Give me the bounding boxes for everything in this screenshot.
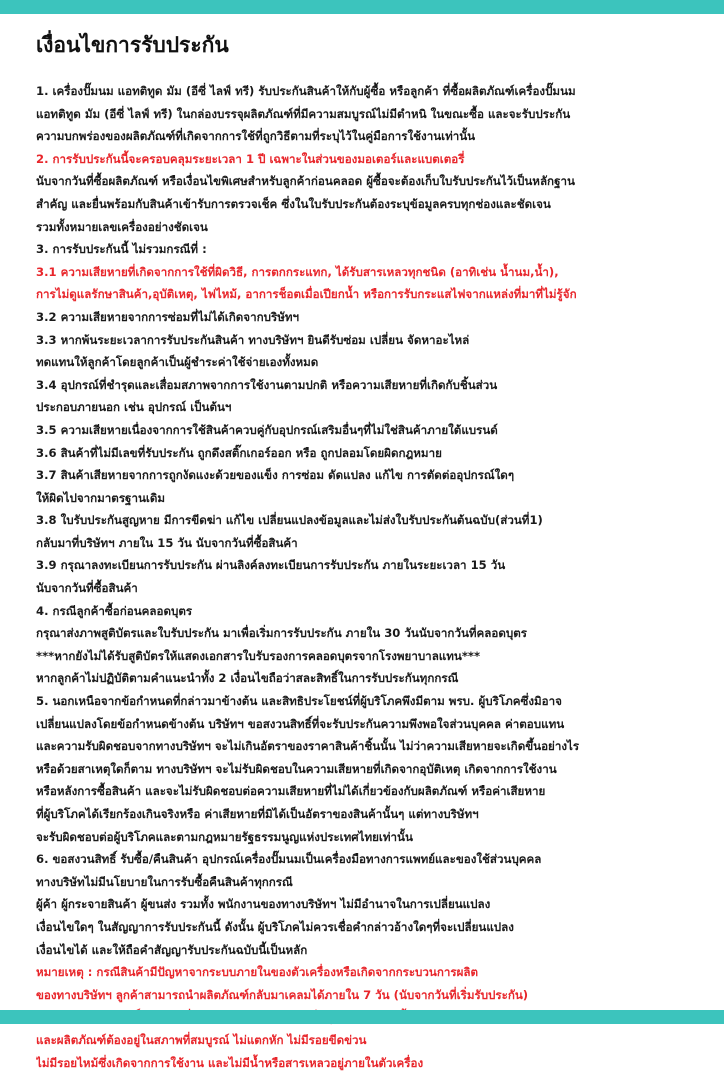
warranty-terms-list xyxy=(36,80,702,1074)
text-line: เงื่อนไขได้ และให้ถือคำสัญญารับประกันฉบับนี้เป็นหลัก xyxy=(36,942,308,957)
text-line: นับจากวันที่ซื้อผลิตภัณฑ์ หรือเงื่อนไขพิเศษสำหรับลูกค้าก่อนคลอด ผู้ซื้อจะต้องเก็บใบรับประกันไว้เป็นหลักฐาน xyxy=(36,174,575,189)
text-line: 3. การรับประกันนี้ ไม่รวมกรณีที่ : xyxy=(36,242,207,257)
text-line: 3.2 ความเสียหายจากการซ่อมที่ไม่ได้เกิดจากบริษัทฯ xyxy=(36,309,300,324)
text-line: นับจากวันที่ซื้อสินค้า xyxy=(36,581,138,596)
text-line: 3.7 สินค้าเสียหายจากการถูกงัดแงะด้วยของแข็ง การซ่อม ดัดแปลง แก้ไข การตัดต่ออุปกรณ์ใดๆ xyxy=(36,468,515,483)
text-line: ที่ผู้บริโภคได้เรียกร้องเกินจริงหรือ ค่าเสียหายที่มิได้เป็นอัตราของสินค้านั้นๆ แต่ทางบริษัทฯ xyxy=(36,807,479,821)
text-line: 3.5 ความเสียหายเนื่องจากการใช้สินค้าควบคู่กับอุปกรณ์เสริมอื่นๆที่ไม่ใช่สินค้าภายใต้แบรนด์ xyxy=(36,422,498,437)
text-line: หรือด้วยสาเหตุใดก็ตาม ทางบริษัทฯ จะไม่รับผิดชอบในความเสียหายที่เกิดจากอุบัติเหตุ เกิดจากการใช้งาน xyxy=(36,761,557,776)
text-line: 4. กรณีลูกค้าซื้อก่อนคลอดบุตร xyxy=(36,603,193,618)
text-line: จะรับผิดชอบต่อผู้บริโภคและตามกฎหมายรัฐธรรมนูญแห่งประเทศไทยเท่านั้น xyxy=(36,829,413,844)
text-line: ไม่มีรอยไหม้ซึ่งเกิดจากการใช้งาน และไม่มีน้ำหรือสารเหลวอยู่ภายในตัวเครื่อง xyxy=(36,1055,424,1070)
text-line: 5. นอกเหนือจากข้อกำหนดที่กล่าวมาข้างต้น และสิทธิประโยชน์ที่ผู้บริโภคพึงมีตาม พรบ. ผู้บริโภคซึ่งมิอาจ xyxy=(36,694,562,709)
text-line: เงื่อนไขใดๆ ในสัญญาการรับประกันนี้ ดังนั้น ผู้บริโภคไม่ควรเชื่อคำกล่าวอ้างใดๆที่จะเปลี่ยนแปลง xyxy=(36,919,514,934)
text-line: 3.1 ความเสียหายที่เกิดจากการใช้ที่ผิดวิธี, การตกกระแทก, ได้รับสารเหลวทุกชนิด (อาทิเช่น น้ำนม,น้ำ), xyxy=(36,264,559,279)
text-line: 3.8 ใบรับประกันสูญหาย มีการขีดฆ่า แก้ไข เปลี่ยนแปลงข้อมูลและไม่ส่งใบรับประกันต้นฉบับ(ส่วนที่1) xyxy=(36,513,543,528)
text-line: และความรับผิดชอบจากทางบริษัทฯ จะไม่เกินอัตราของราคาสินค้าชิ้นนั้น ไม่ว่าความเสียหายจะเกิดขึ้นอย่างไร xyxy=(36,739,580,754)
text-line: 3.9 กรุณาลงทะเบียนการรับประกัน ผ่านลิงค์ลงทะเบียนการรับประกัน ภายในระยะเวลา 15 วัน xyxy=(36,558,506,573)
text-line: สำคัญ และยื่นพร้อมกับสินค้าเข้ารับการตรวจเช็ค ซึ่งในใบรับประกันต้องระบุข้อมูลครบทุกช่องและชัดเจน xyxy=(36,196,551,211)
text-line: ทดแทนให้ลูกค้าโดยลูกค้าเป็นผู้ชำระค่าใช้จ่ายเองทั้งหมด xyxy=(36,355,319,370)
text-line: และผลิตภัณฑ์ต้องอยู่ในสภาพที่สมบูรณ์ ไม่แตกหัก ไม่มีรอยขีดข่วน xyxy=(36,1032,367,1047)
top-accent-bar xyxy=(0,0,724,14)
text-line: เปลี่ยนแปลงโดยข้อกำหนดข้างต้น บริษัทฯ ขอสงวนสิทธิ์ที่จะรับประกันความพึงพอใจส่วนบุคคล ค่าตอบแทน xyxy=(36,716,565,731)
text-line: 6. ขอสงวนสิทธิ์ รับซื้อ/คืนสินค้า อุปกรณ์เครื่องปั๊มนมเป็นเครื่องมือทางการแพทย์และของใช้ส่วนบุคคล xyxy=(36,852,542,867)
text-line: ให้ผิดไปจากมาตรฐานเดิม xyxy=(36,490,166,505)
text-line: ประกอบภายนอก เช่น อุปกรณ์ เป็นต้นฯ xyxy=(36,400,232,415)
bottom-accent-bar xyxy=(0,1010,724,1024)
text-line: 3.4 อุปกรณ์ที่ชำรุดและเสื่อมสภาพจากการใช้งานตามปกติ หรือความเสียหายที่เกิดกับชิ้นส่วน xyxy=(36,377,498,392)
text-line: หากลูกค้าไม่ปฏิบัติตามคำแนะนำทั้ง 2 เงื่อนไขถือว่าสละสิทธิ์ในการรับประกันทุกกรณี xyxy=(36,671,459,686)
text-line: 2. การรับประกันนี้จะครอบคลุมระยะเวลา 1 ปี เฉพาะในส่วนของมอเตอร์และแบตเตอรี่ xyxy=(36,151,465,166)
text-line: 1. เครื่องปั๊มนม แอทติทูด มัม (อีซี่ ไลฟ์ ทรี) รับประกันสินค้าให้กับผู้ซื้อ หรือลูกค้า ที่ซื้อผลิตภัณฑ์เครื่องปั๊มนม xyxy=(36,84,576,98)
text-line: การไม่ดูแลรักษาสินค้า,อุบัติเหตุ, ไฟไหม้, อาการช็อตเมื่อเปียกน้ำ หรือการรับกระแสไฟจากแหล่งที่มาที่ไม่รู้จัก xyxy=(36,287,577,302)
warranty-document xyxy=(36,30,702,1074)
text-line: กรุณาส่งภาพสูติบัตรและใบรับประกัน มาเพื่อเริ่มการรับประกัน ภายใน 30 วันนับจากวันที่คลอดบุตร xyxy=(36,626,527,641)
text-line: หรือหลังการซื้อสินค้า และจะไม่รับผิดชอบต่อความเสียหายที่ไม่ได้เกี่ยวข้องกับผลิตภัณฑ์ หรือค่าเสียหาย xyxy=(36,784,546,799)
text-line: 3.6 สินค้าที่ไม่มีเลขที่รับประกัน ถูกดึงสติ๊กเกอร์ออก หรือ ถูกปลอมโดยผิดกฎหมาย xyxy=(36,445,442,460)
text-line: ความบกพร่องของผลิตภัณฑ์ที่เกิดจากการใช้ที่ถูกวิธีตามที่ระบุไว้ในคู่มือการใช้งานเท่านั้น xyxy=(36,129,476,144)
text-line: แอทติทูด มัม (อีซี่ ไลฟ์ ทรี) ในกล่องบรรจุผลิตภัณฑ์ที่มีความสมบูรณ์ไม่มีตำหนิ ในขณะซื้อ และจะรับประกัน xyxy=(36,106,571,121)
text-line: ทางบริษัทไม่มีนโยบายในการรับซื้อคืนสินค้าทุกกรณี xyxy=(36,874,293,889)
text-line: รวมทั้งหมายเลขเครื่องอย่างชัดเจน xyxy=(36,219,208,234)
page-title: เงื่อนไขการรับประกัน xyxy=(36,33,229,57)
text-line: ของทางบริษัทฯ ลูกค้าสามารถนำผลิตภัณฑ์กลับมาเคลมได้ภายใน 7 วัน (นับจากวันที่เริ่มรับประกัน) xyxy=(36,987,529,1002)
text-line: ***หากยังไม่ได้รับสูติบัตรให้แสดงเอกสารใบรับรองการคลอดบุตรจากโรงพยาบาลแทน*** xyxy=(36,648,481,663)
text-line: หมายเหตุ : กรณีสินค้ามีปัญหาจากระบบภายในของตัวเครื่องหรือเกิดจากกระบวนการผลิต xyxy=(36,965,479,980)
text-line: ผู้ค้า ผู้กระจายสินค้า ผู้ขนส่ง รวมทั้ง พนักงานของทางบริษัทฯ ไม่มีอำนาจในการเปลี่ยนแปลง xyxy=(36,897,491,912)
text-line: 3.3 หากพ้นระยะเวลาการรับประกันสินค้า ทางบริษัทฯ ยินดีรับซ่อม เปลี่ยน จัดหาอะไหล่ xyxy=(36,332,470,347)
text-line: กลับมาที่บริษัทฯ ภายใน 15 วัน นับจากวันที่ซื้อสินค้า xyxy=(36,535,298,550)
